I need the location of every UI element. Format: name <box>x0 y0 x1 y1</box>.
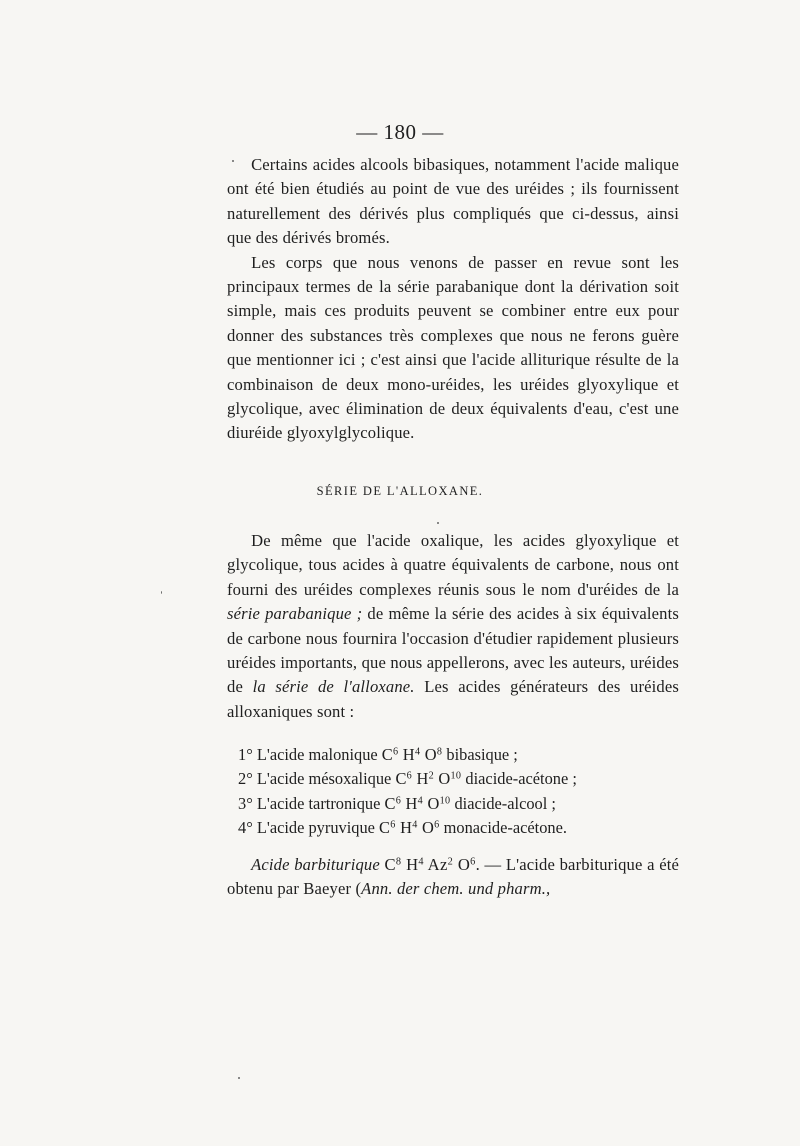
chemical-formula: $C^8$ $H^4$ Az$^2$ $O^6$ <box>384 855 476 874</box>
text-block-top <box>227 153 679 446</box>
acid-name: L'acide tartronique <box>252 793 385 813</box>
section-heading: SÉRIE DE L'ALLOXANE. <box>316 484 484 498</box>
paragraph: Certains acides alcools bibasiques, notamment l'acide malique ont été bien étudiés au point de vue des uréides ; ils fournissent naturellement des dérivés plus compliqués que ci-dessus, ainsi que des dérivés bromés. <box>227 155 679 248</box>
chemical-formula: $C^6$ $H^4$ $O^8$ <box>381 745 443 764</box>
acid-description: monacide-acétone. <box>439 818 567 838</box>
list-item <box>238 743 678 767</box>
acid-name: L'acide mésoxalique <box>252 769 396 789</box>
item-number: 3° <box>238 793 253 813</box>
chemical-formula: $C^6$ $H^4$ $O^6$ <box>379 818 440 838</box>
italic-term: série parabanique ; <box>227 604 363 624</box>
acid-description: diacide-alcool ; <box>450 793 556 813</box>
paper-speck <box>437 522 439 524</box>
paragraph: Les corps que nous venons de passer en revue sont les principaux termes de la série parabanique dont la dérivation soit simple, mais ces produits peuvent se combiner entre eux pour donner des substances très complexes que nous ne ferons guère que mentionner ici ; c'est ainsi que l'acide alliturique résulte de la combinaison de deux mono-uréides, les uréides glyoxylique et glycolique, avec élimination de deux équivalents d'eau, c'est une diuréide glyoxylglycolique. <box>227 252 679 443</box>
acid-description: diacide-acétone ; <box>461 769 577 789</box>
italic-term: la série de l'alloxane. <box>252 677 415 697</box>
text-run: . — L'acide barbiturique a été obtenu par Baeyer ( <box>227 855 680 899</box>
page-number: — 180 — <box>356 120 444 144</box>
paper-speck <box>232 160 234 162</box>
acid-description: bibasique ; <box>442 745 518 764</box>
acid-list <box>238 743 678 841</box>
text-run: de même la série des acides à six équivalents de carbone nous fournira l'occasion d'étudier rapidement plusieurs uréides importants, que nous appellerons, avec les auteurs, uréides de <box>227 604 679 697</box>
acid-name: L'acide malonique <box>252 745 382 764</box>
text-block-alloxane <box>227 529 679 724</box>
text-run: Les acides générateurs des uréides alloxaniques sont : <box>227 677 679 721</box>
chemical-formula: $C^6$ $H^4$ $O^{10}$ <box>384 793 451 813</box>
item-number: 1° <box>238 745 253 764</box>
paper-speck <box>161 591 162 594</box>
chemical-formula: $C^6$ $H^2$ $O^{10}$ <box>395 769 462 789</box>
text-run: De même que l'acide oxalique, les acides glyoxylique et glycolique, tous acides à quatre équivalents de carbone, nous ont fourni des uréides complexes réunis sous le nom d'uréides de la <box>227 531 679 599</box>
italic-reference: Ann. der chem. und pharm., <box>361 879 551 899</box>
item-number: 4° <box>238 818 253 838</box>
italic-title: Acide barbiturique <box>251 855 380 874</box>
item-number: 2° <box>238 769 253 789</box>
list-item <box>238 767 678 791</box>
paragraph <box>227 853 679 902</box>
list-item <box>238 792 678 816</box>
list-item <box>238 816 678 840</box>
text-block-barbiturique <box>227 853 679 902</box>
paper-speck <box>238 1077 240 1079</box>
paragraph <box>227 529 679 724</box>
acid-name: L'acide pyruvique <box>252 818 380 838</box>
